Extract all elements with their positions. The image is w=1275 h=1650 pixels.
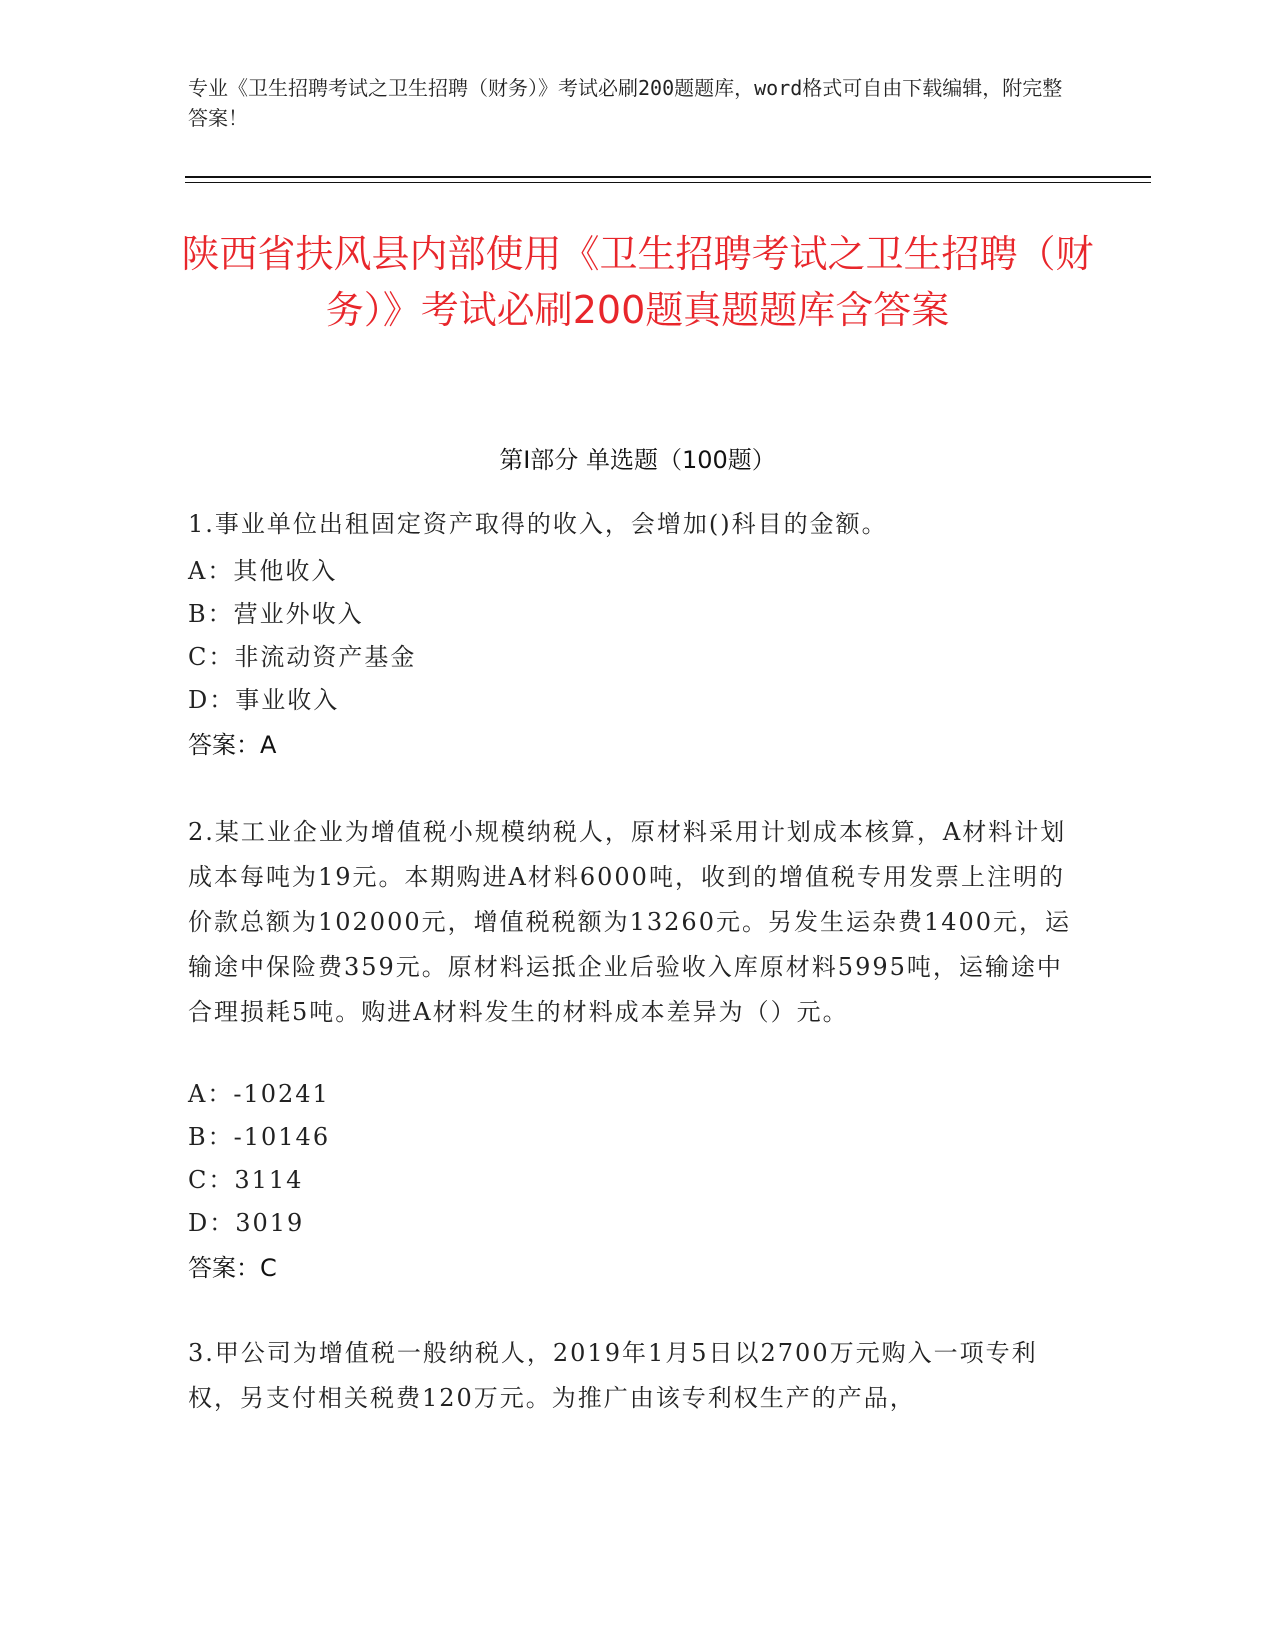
- header-divider-thin: [185, 182, 1151, 183]
- question-2-answer: 答案：C: [188, 1254, 277, 1282]
- question-3-text: 3.甲公司为增值税一般纳税人，2019年1月5日以2700万元购入一项专利权，另支付相关税费120万元。为推广由该专利权生产的产品，: [188, 1339, 1038, 1412]
- question-2-option-a: A：-10241: [188, 1080, 330, 1108]
- header-divider: [185, 176, 1151, 178]
- question-2-option-d: D：3019: [188, 1209, 305, 1237]
- question-2-option-c: C：3114: [188, 1166, 304, 1194]
- question-1-option-d: D：事业收入: [188, 686, 340, 714]
- question-1-text: 1.事业单位出租固定资产取得的收入，会增加()科目的金额。: [188, 510, 888, 538]
- question-1-option-b: B：营业外收入: [188, 600, 364, 628]
- question-1-answer: 答案：A: [188, 731, 277, 759]
- intro-text: 专业《卫生招聘考试之卫生招聘（财务）》考试必刷200题题库，word格式可自由下载编辑，附完整答案！: [188, 76, 1063, 130]
- question-2-option-b: B：-10146: [188, 1123, 331, 1151]
- section-heading: 第Ⅰ部分 单选题（100题）: [499, 446, 776, 474]
- document-title: 陕西省扶风县内部使用《卫生招聘考试之卫生招聘（财务）》考试必刷200题真题题库含答案: [181, 232, 1094, 332]
- question-2-text: 2.某工业企业为增值税小规模纳税人，原材料采用计划成本核算，A材料计划成本每吨为19元。本期购进A材料6000吨，收到的增值税专用发票上注明的价款总额为102000元，增值税税额为13260元。另发生运杂费1400元，运输途中保险费359元。原材料运抵企业后验收入库原材料5995吨，运输途中合理损耗5吨。购进A材料发生的材料成本差异为（）元。: [188, 818, 1072, 1026]
- question-1-option-c: C：非流动资产基金: [188, 643, 417, 671]
- question-1-option-a: A：其他收入: [188, 557, 338, 585]
